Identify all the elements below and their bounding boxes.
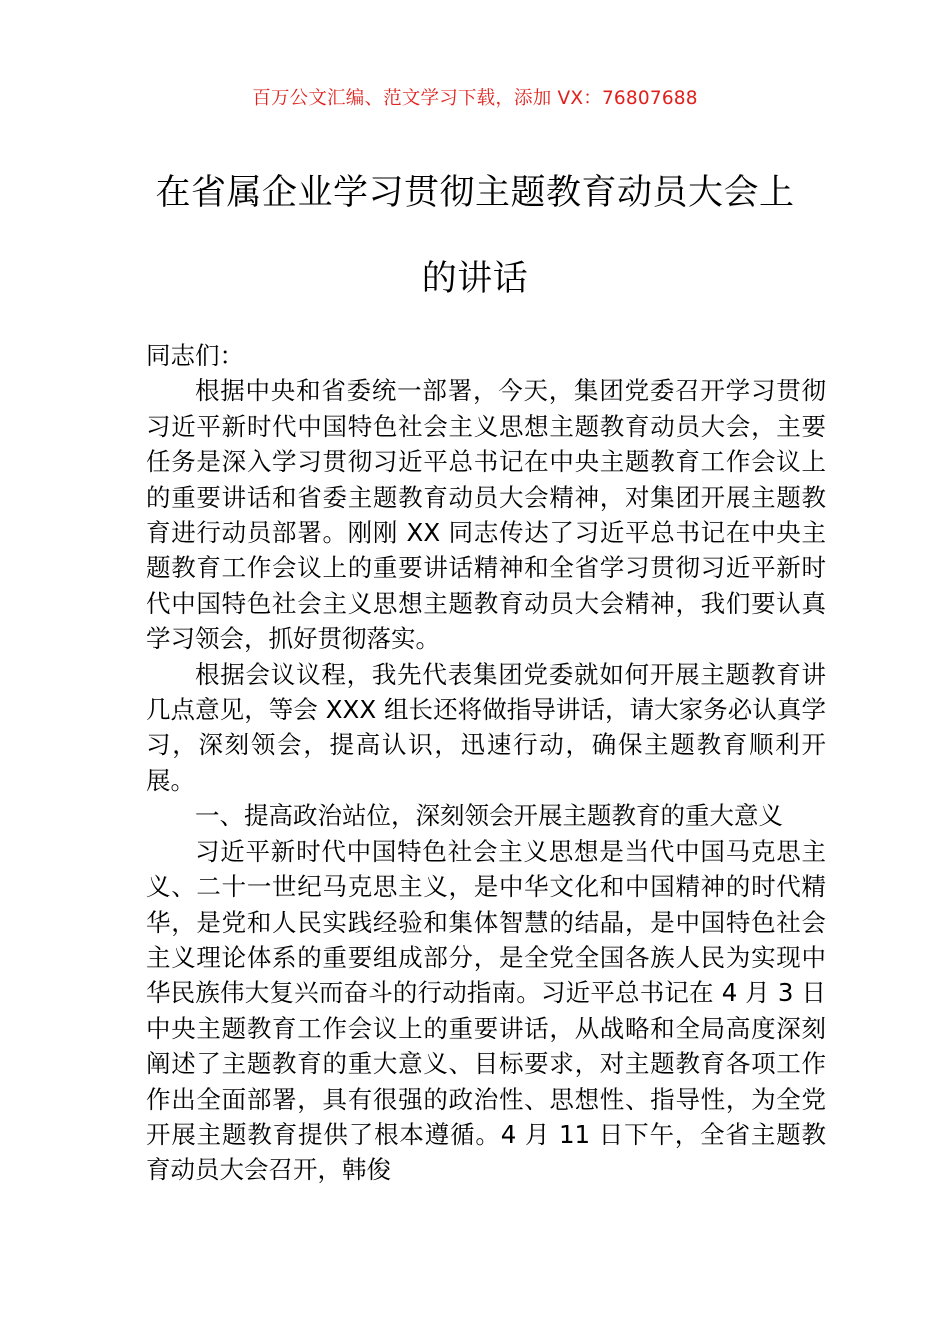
section-heading-1: 一、提高政治站位，深刻领会开展主题教育的重大意义	[195, 801, 783, 831]
paragraph-1: 根据中央和省委统一部署，今天，集团党委召开学习贯彻习近平新时代中国特色社会主义思想主题教育动员大会，主要任务是深入学习贯彻习近平总书记在中央主题教育工作会议上的重要讲话和省委主题教育动员大会精神，对集团开展主题教育进行动员部署。刚刚 XX 同志传达了习近平总书记在中央主题教育工作会议上的重要讲话精神和全省学习贯彻习近平新时代中国特色社会主义思想主题教育动员大会精神，我们要认真学习领会，抓好贯彻落实。	[146, 376, 826, 654]
watermark-header: 百万公文汇编、范文学习下载，添加 VX：76807688	[252, 88, 698, 109]
document-title	[150, 150, 800, 322]
paragraph-3: 习近平新时代中国特色社会主义思想是当代中国马克思主义、二十一世纪马克思主义，是中华文化和中国精神的时代精华，是党和人民实践经验和集体智慧的结晶，是中国特色社会主义理论体系的重要组成部分，是全党全国各族人民为实现中华民族伟大复兴而奋斗的行动指南。习近平总书记在 4 月 3 日中央主题教育工作会议上的重要讲话，从战略和全局高度深刻阐述了主题教育的重大意义、目标要求，对主题教育各项工作作出全面部署，具有很强的政治性、思想性、指导性，为全党开展主题教育提供了根本遵循。4 月 11 日下午，全省主题教育动员大会召开，韩俊	[146, 836, 826, 1185]
document-body	[146, 338, 826, 1188]
title-line-2: 的讲话	[421, 259, 529, 299]
paragraph-2: 根据会议议程，我先代表集团党委就如何开展主题教育讲几点意见，等会 XXX 组长还将做指导讲话，请大家务必认真学习，深刻领会，提高认识，迅速行动，确保主题教育顺利开展。	[146, 659, 826, 795]
salutation: 同志们：	[146, 341, 244, 370]
title-line-1: 在省属企业学习贯彻主题教育动员大会上	[155, 173, 795, 213]
